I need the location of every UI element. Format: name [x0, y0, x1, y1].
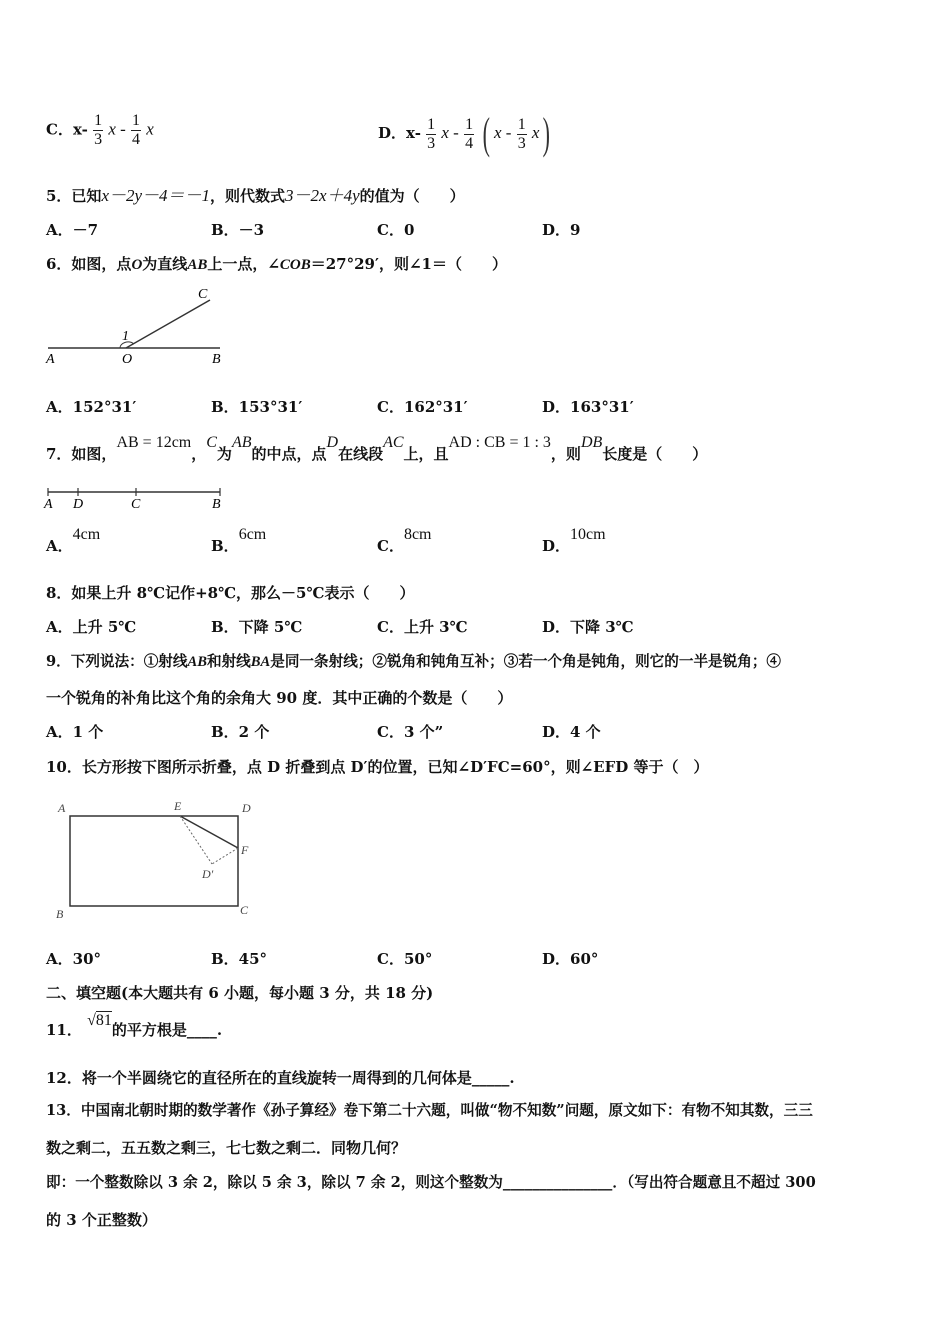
q11-stem: 11． √81的平方根是____. [46, 1012, 223, 1039]
ray-oc [126, 300, 210, 348]
fraction: $\frac{1}{3}$ [427, 115, 436, 152]
q13-line1: 13．中国南北朝时期的数学著作《孙子算经》卷下第二十六题，叫做“物不知数”问题，原文如下：有物不知其数，三三 [46, 1102, 813, 1119]
q10-option-d[interactable]: D．60° [542, 950, 599, 968]
label-c: C [198, 287, 208, 302]
q7-option-a[interactable]: A．4cm [46, 526, 101, 555]
q6-figure [40, 282, 240, 372]
q5-option-d[interactable]: D．9 [542, 221, 581, 239]
label-c: C [131, 497, 141, 512]
q6-option-d[interactable]: D．163°31′ [542, 398, 634, 416]
left-paren: ( [482, 109, 491, 158]
q7-figure [40, 484, 240, 514]
q9-stem-line1: 9．下列说法：①射线AB和射线BA是同一条射线；②锐角和钝角互补；③若一个角是钝角，则它的一半是锐角；④ [46, 653, 782, 670]
q10-stem: 10．长方形按下图所示折叠，点 D 折叠到点 D′的位置，已知∠D′FC=60°，则∠EFD 等于（ ） [46, 758, 709, 776]
q10-figure [50, 796, 265, 926]
label-o: O [122, 352, 133, 367]
label-d-prime: D′ [202, 867, 214, 881]
q10-option-c[interactable]: C．50° [377, 950, 433, 968]
q5-stem: 5．已知x－2y－4＝－1，则代数式3－2x＋4y的值为（ ） [46, 186, 465, 205]
label-a: A [46, 352, 55, 367]
q6-option-a[interactable]: A．152°31′ [46, 398, 137, 416]
q9-option-d[interactable]: D．4 个 [542, 723, 601, 741]
q5-option-a[interactable]: A．－7 [46, 221, 99, 239]
radical-icon: √ [87, 1012, 96, 1029]
q8-stem: 8．如果上升 8℃记作+8℃，那么－5℃表示（ ） [46, 584, 415, 602]
label-f: F [241, 843, 249, 857]
fraction: $\frac{1}{3}$ [517, 115, 526, 152]
q8-option-b[interactable]: B．下降 5℃ [211, 618, 303, 636]
q8-option-d[interactable]: D．下降 3℃ [542, 618, 634, 636]
q9-stem-line2: 一个锐角的补角比这个角的余角大 90 度．其中正确的个数是（ ） [46, 689, 513, 707]
label-c: C [240, 903, 249, 917]
fraction: $\frac{1}{3}$ [94, 112, 103, 148]
dashed-fd [212, 848, 238, 864]
q8-option-a[interactable]: A．上升 5℃ [46, 618, 137, 636]
label-b: B [212, 352, 221, 367]
q6-option-b[interactable]: B．153°31′ [211, 398, 303, 416]
q4-option-c[interactable]: C．x- $\frac{1}{3}$ x - $\frac{1}{4}$ x [46, 112, 154, 148]
q7-option-d[interactable]: D．10cm [542, 526, 606, 555]
q7-stem: 7．如图，AB = 12cm，C为AB的中点，点D在线段AC上，且AD : CB = 1 : 3，则DB长度是（ ） [46, 434, 708, 463]
label-a: A [44, 497, 53, 512]
sqrt-expression: √81 [87, 1012, 112, 1029]
q13-line2: 数之剩二，五五数之剩三，七七数之剩二．同物几何？ [46, 1139, 407, 1157]
q9-option-b[interactable]: B．2 个 [211, 723, 270, 741]
q9-option-a[interactable]: A．1 个 [46, 723, 104, 741]
q13-line3: 即：一个整数除以 3 余 2，除以 5 余 3，除以 7 余 2，则这个整数为_______________．（写出符合题意且不超过 300 [46, 1174, 816, 1191]
q8-option-c[interactable]: C．上升 3℃ [377, 618, 468, 636]
q6-stem: 6．如图，点O为直线AB上一点，∠COB＝27°29′，则∠1＝（ ） [46, 255, 507, 273]
q7-option-c[interactable]: C．8cm [377, 526, 432, 555]
label-a: A [58, 801, 66, 815]
q10-option-b[interactable]: B．45° [211, 950, 268, 968]
fold-line-ef [180, 816, 238, 848]
q10-option-a[interactable]: A．30° [46, 950, 102, 968]
q6-option-c[interactable]: C．162°31′ [377, 398, 468, 416]
fraction: $\frac{1}{4}$ [132, 112, 141, 148]
q9-option-c[interactable]: C．3 个” [377, 723, 444, 741]
label-e: E [174, 799, 182, 813]
label-d: D [242, 801, 251, 815]
fraction: $\frac{1}{4}$ [465, 115, 474, 152]
label-b: B [56, 907, 64, 921]
label-d: D [73, 497, 84, 512]
label-b: B [212, 497, 221, 512]
q5-option-b[interactable]: B．－3 [211, 221, 265, 239]
q12-stem: 12．将一个半圆绕它的直径所在的直线旋转一周得到的几何体是_____. [46, 1069, 515, 1087]
right-paren: ) [543, 109, 551, 158]
rectangle-abcd [70, 816, 238, 906]
q7-option-b[interactable]: B．6cm [211, 526, 267, 555]
section-2-heading: 二、填空题(本大题共有 6 小题，每小题 3 分，共 18 分) [46, 984, 434, 1002]
q4-option-d[interactable]: D．x- $\frac{1}{3}$ x - $\frac{1}{4}$ ( x - $\frac{1}{3}$ x) [378, 109, 551, 158]
dashed-ed [180, 816, 212, 864]
label-1: 1 [122, 329, 129, 344]
q13-line4: 的 3 个正整数） [46, 1211, 157, 1229]
q5-option-c[interactable]: C．0 [377, 221, 415, 239]
